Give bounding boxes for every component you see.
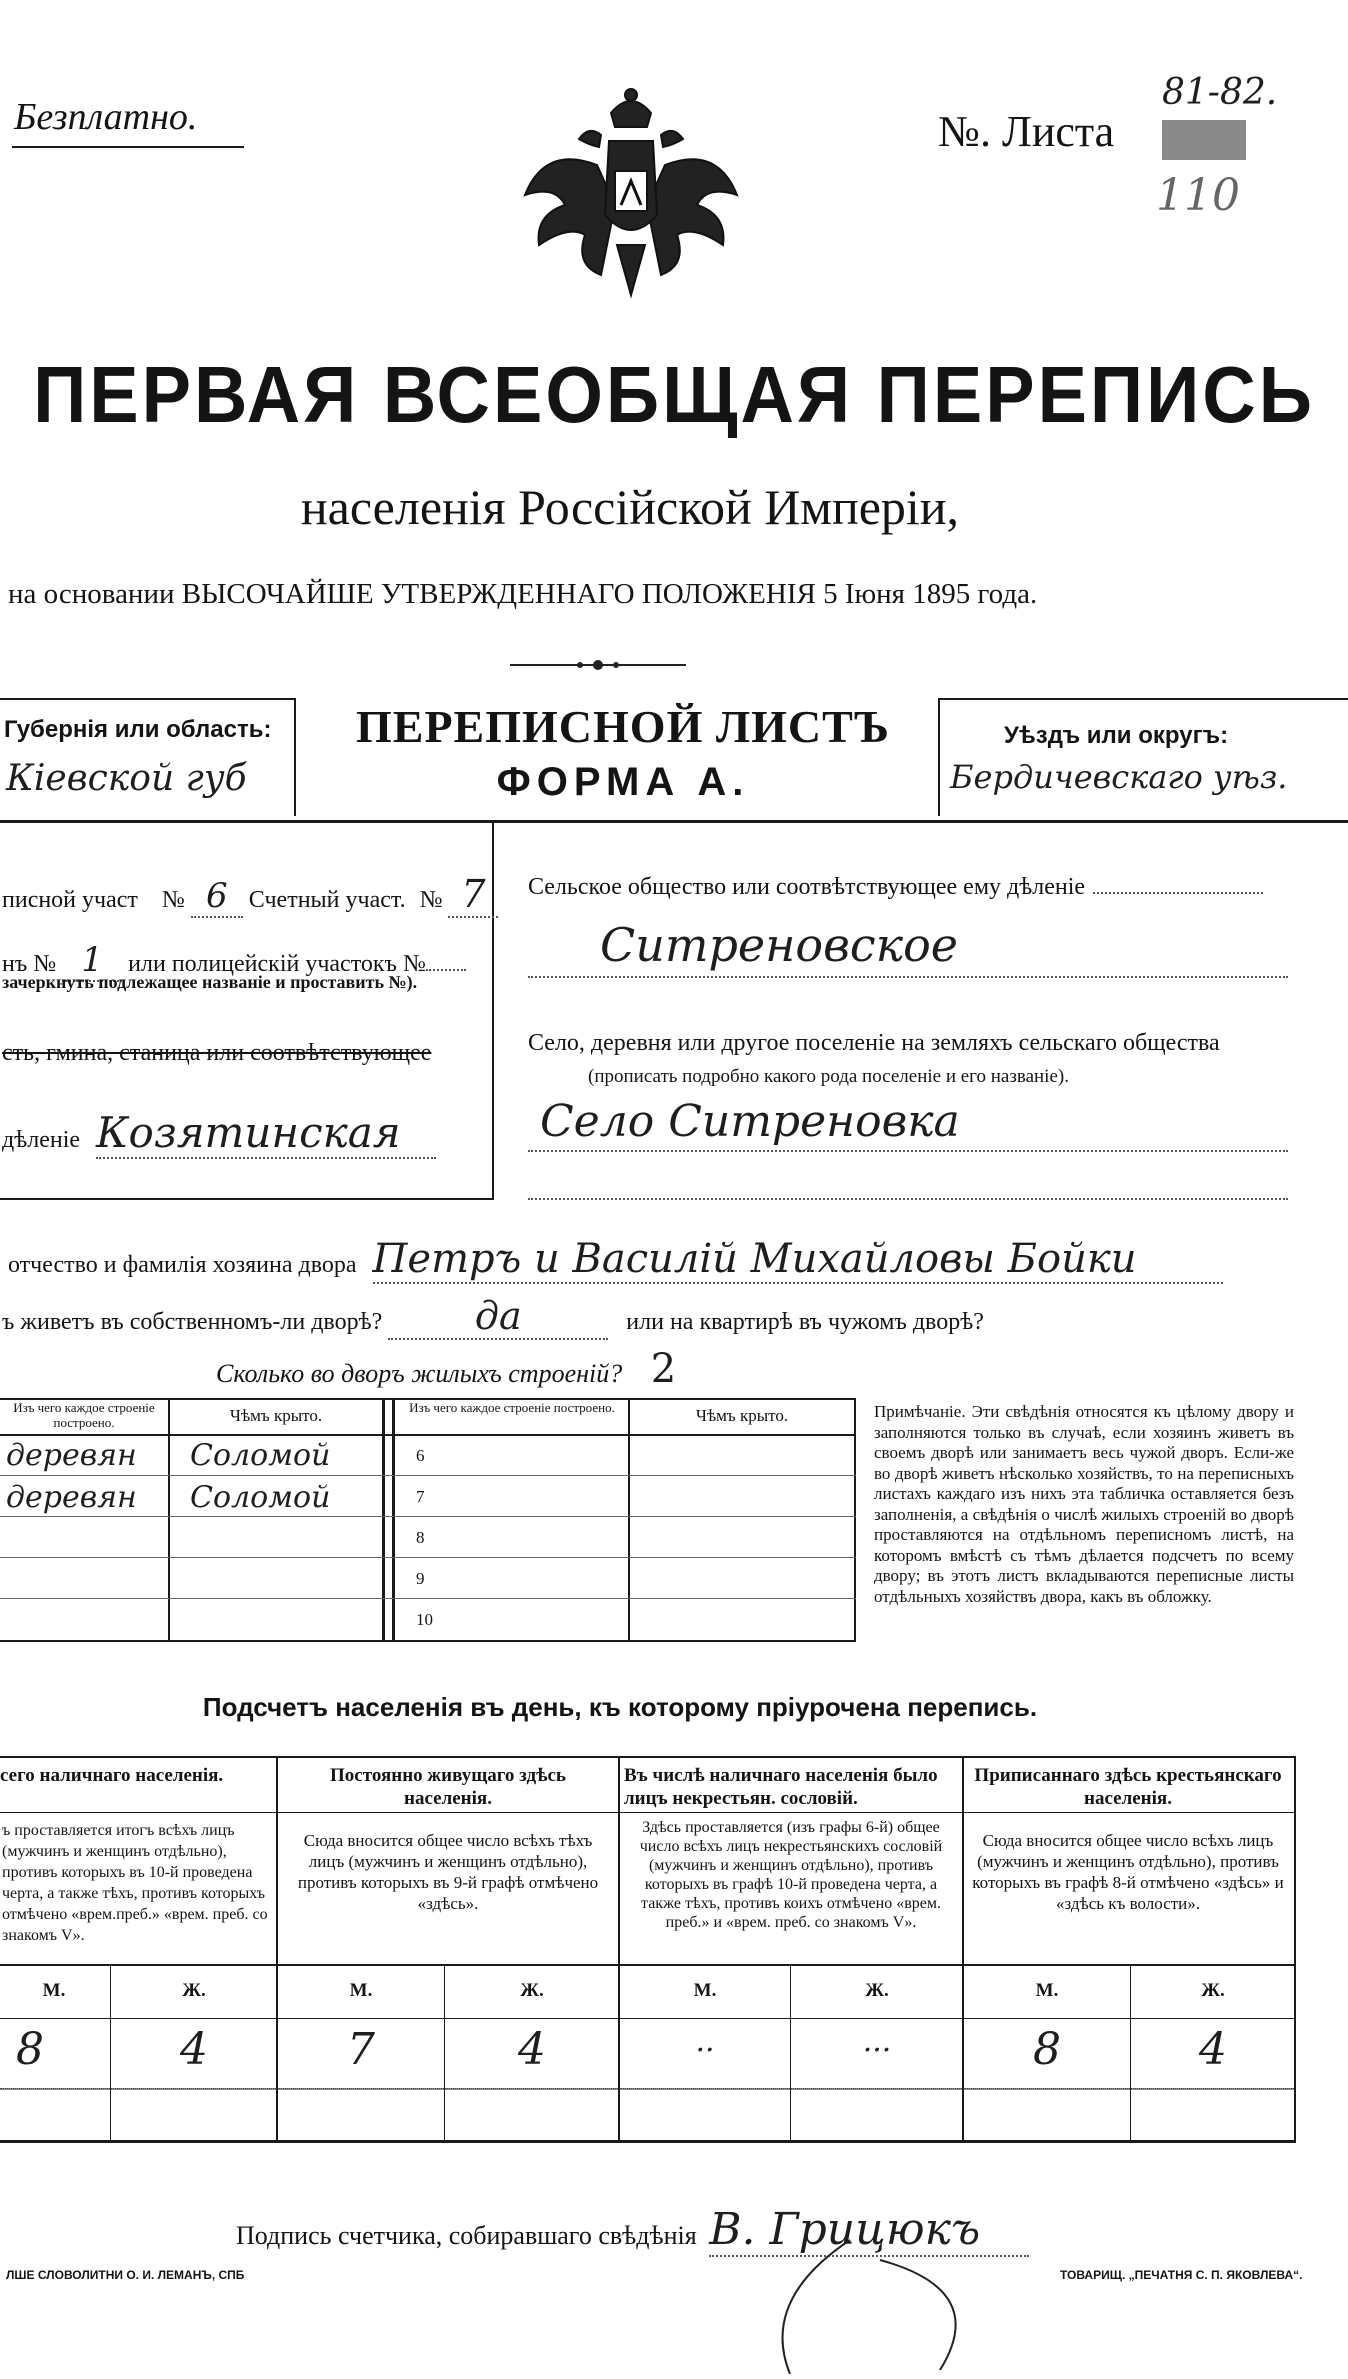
buildings-count: 2 [650, 1346, 677, 1392]
row-number-8: 8 [416, 1528, 425, 1547]
stan-line: нъ № 1 или полицейскій участокъ № [2, 940, 466, 982]
signature-line: Подпись счетчика, собиравшаго свѣдѣнія В. Грицюкъ [236, 2204, 1029, 2257]
form-letter: ФОРМА А. [496, 760, 750, 804]
buildings-line: Сколько во дворъ жилыхъ строеній? 2 [216, 1346, 677, 1392]
population-title: Подсчетъ населенія въ день, къ которому пріурочена перепись. [202, 1692, 1038, 1722]
building-1-material: деревян [6, 1438, 137, 1473]
pop-col2-desc: Сюда вносится общее число всѣхъ тѣхъ лицъ (мужчинъ и женщинъ отдѣльно), противъ которыхъ въ 9-й графѣ отмѣчено «здѣсь». [297, 1831, 599, 1913]
pop-col3-header: Въ числѣ наличнаго населенія было лицъ некрестьян. сословій. [624, 1765, 938, 1809]
signature-flourish [730, 2230, 1030, 2374]
row-number-9: 9 [416, 1569, 425, 1588]
sheet-number-box [1162, 120, 1246, 160]
pop-col1-header: сего наличнаго населенія. [0, 1765, 224, 1786]
double-headed-eagle-emblem [505, 85, 757, 307]
pop-col1-m-label: М. [42, 1980, 66, 2001]
gubernia-label: Губернія или область: [4, 716, 272, 743]
strike-note: зачеркнуть подлежащее названіе и проставить №). [2, 972, 418, 992]
col-roof-header-2: Чѣмъ крыто. [695, 1406, 789, 1425]
col-material-header-2: Изъ чего каждое строеніе построено. [409, 1400, 615, 1415]
residence-line: ъ живетъ въ собственномъ-ли дворѣ? да или на квартирѣ въ чужомъ дворѣ? [2, 1294, 984, 1338]
page-title: ПЕРВАЯ ВСЕОБЩАЯ ПЕРЕПИСЬ [33, 349, 1315, 440]
pop-col1-f-value: 4 [180, 2024, 208, 2075]
volost-label: сть, гмина, станица или соотвѣтствующее [2, 1040, 432, 1066]
ornament-divider [510, 658, 686, 670]
signature-value: В. Грицюкъ [709, 2204, 1029, 2257]
pop-col4-m-value: 8 [1033, 2024, 1061, 2075]
village-label: Село, деревня или другое поселеніе на земляхъ сельскаго общества [528, 1030, 1220, 1056]
division-line: дѣленіе Козятинская [2, 1108, 436, 1159]
footer-right: ТОВАРИЩ. „ПЕЧАТНЯ С. П. ЯКОВЛЕВА“. [1060, 2268, 1303, 2282]
owner-value: Петръ и Василій Михайловы Бойки [373, 1236, 1223, 1284]
gubernia-value: Кіевской губ [6, 758, 247, 799]
form-header-bottom-rule [0, 820, 1348, 823]
society-line: Сельское общество или соотвѣтствующее ему дѣленіе [528, 874, 1263, 901]
pop-col4-f-value: 4 [1199, 2024, 1227, 2075]
society-value: Ситреновское [600, 918, 959, 972]
pop-col4-desc: Сюда вносится общее число всѣхъ лицъ (мужчинъ и женщинъ отдѣльно), противъ которыхъ въ графѣ 8-й отмѣчено «здѣсь» и «здѣсь къ волости». [972, 1831, 1284, 1913]
pop-col3-f-label: Ж. [865, 1980, 889, 2001]
counting-number: 7 [448, 872, 498, 918]
building-1-roof: Соломой [190, 1438, 331, 1473]
village-value: Село Ситреновка [540, 1096, 960, 1147]
pop-col3-m-value: .. [695, 2024, 715, 2059]
village-note: (прописать подробно какого рода поселеніе и его названіе). [588, 1066, 1069, 1087]
footer-left: ЛШЕ СЛОВОЛИТНИ О. И. ЛЕМАНЪ, СПБ [6, 2268, 245, 2282]
pop-col4-m-label: М. [1035, 1980, 1059, 2001]
pop-col4-f-label: Ж. [1201, 1980, 1225, 2001]
district-number: 6 [191, 876, 243, 918]
district-label: писной участ № 6 Счетный участ. № 7 [2, 872, 498, 918]
row-number-7: 7 [416, 1487, 425, 1506]
building-2-roof: Соломой [190, 1480, 331, 1515]
pop-col2-m-label: М. [349, 1980, 373, 2001]
col-material-header: Изъ чего каждое строеніе построено. [13, 1400, 155, 1430]
sheet-number-label: №. Листа [938, 107, 1115, 156]
division-value: Козятинская [96, 1108, 436, 1159]
basis-line: на основании ВЫСОЧАЙШЕ УТВЕРЖДЕННАГО ПОЛОЖЕНІЯ 5 Іюня 1895 года. [8, 578, 1038, 610]
pop-col2-header: Постоянно живущаго здѣсь населенія. [330, 1765, 566, 1809]
pop-col1-desc: ъ проставляется итогъ всѣхъ лицъ (мужчинъ и женщинъ отдѣльно), противъ которыхъ въ 10-й проведена черта, а также тѣхъ, противъ которыхъ отмѣчено «врем.преб.» «врем. преб. со знакомъ V». [2, 1822, 268, 1944]
own-yard-answer: да [388, 1294, 608, 1340]
owner-line: отчество и фамилія хозяина двора Петръ и Василій Михайловы Бойки [8, 1236, 1223, 1284]
free-label: Безплатно. [14, 96, 198, 138]
building-2-material: деревян [6, 1480, 137, 1515]
pop-col4-header: Приписаннаго здѣсь крестьянскаго населенія. [974, 1765, 1282, 1809]
free-underline [12, 146, 244, 148]
pop-col1-f-label: Ж. [182, 1980, 206, 2001]
row-number-10: 10 [416, 1610, 433, 1629]
stan-number: 1 [62, 940, 122, 982]
pop-col2-f-value: 4 [518, 2024, 546, 2075]
col-roof-header: Чѣмъ крыто. [229, 1406, 323, 1425]
buildings-note: Примѣчаніе. Эти свѣдѣнія относятся къ цѣлому двору и заполняются только въ случаѣ, если хозяинъ живетъ въ своемъ дворѣ или занимаетъ весь чужой дворъ. Если-же во дворѣ живетъ нѣсколько хозяйствъ, то на переписныхъ листахъ каждаго изъ нихъ эта табличка оставляется безъ заполненія, а свѣдѣнія о числѣ жилыхъ строеній во дворѣ проставляются на отдѣльномъ переписномъ листѣ, на которомъ вмѣстѣ съ тѣмъ дѣлается подсчетъ по всему двору; въ этотъ листъ вкладываются переписные листы отдѣльныхъ хозяйствъ двора, какъ въ обложку. [874, 1402, 1294, 1606]
pop-col3-f-value: ... [862, 2024, 892, 2059]
pop-col3-desc: Здѣсь проставляется (изъ графы 6-й) общее число всѣхъ лицъ некрестьянскихъ сословій (мужчинъ и женщинъ отдѣльно), противъ которыхъ въ графѣ 10-й проведена черта, а также тѣхъ, противъ коихъ отмѣчено «врем. преб.» и «врем. преб. со знакомъ V». [639, 1819, 943, 1931]
form-name: ПЕРЕПИСНОЙ ЛИСТЪ [355, 701, 891, 752]
pop-col1-m-value: 8 [16, 2024, 44, 2075]
uezd-label: Уѣздъ или округъ: [1004, 722, 1229, 749]
row-number-6: 6 [416, 1446, 425, 1465]
sheet-number-handwritten-2: 110 [1156, 170, 1240, 221]
uezd-value: Бердичевскаго уѣз. [950, 758, 1288, 796]
pop-col2-m-value: 7 [347, 2024, 375, 2075]
pop-col2-f-label: Ж. [520, 1980, 544, 2001]
page-subtitle: населенія Россійской Имперіи, [300, 479, 960, 535]
pop-col3-m-label: М. [693, 1980, 717, 2001]
sheet-number-handwritten: 81-82. [1162, 72, 1278, 113]
